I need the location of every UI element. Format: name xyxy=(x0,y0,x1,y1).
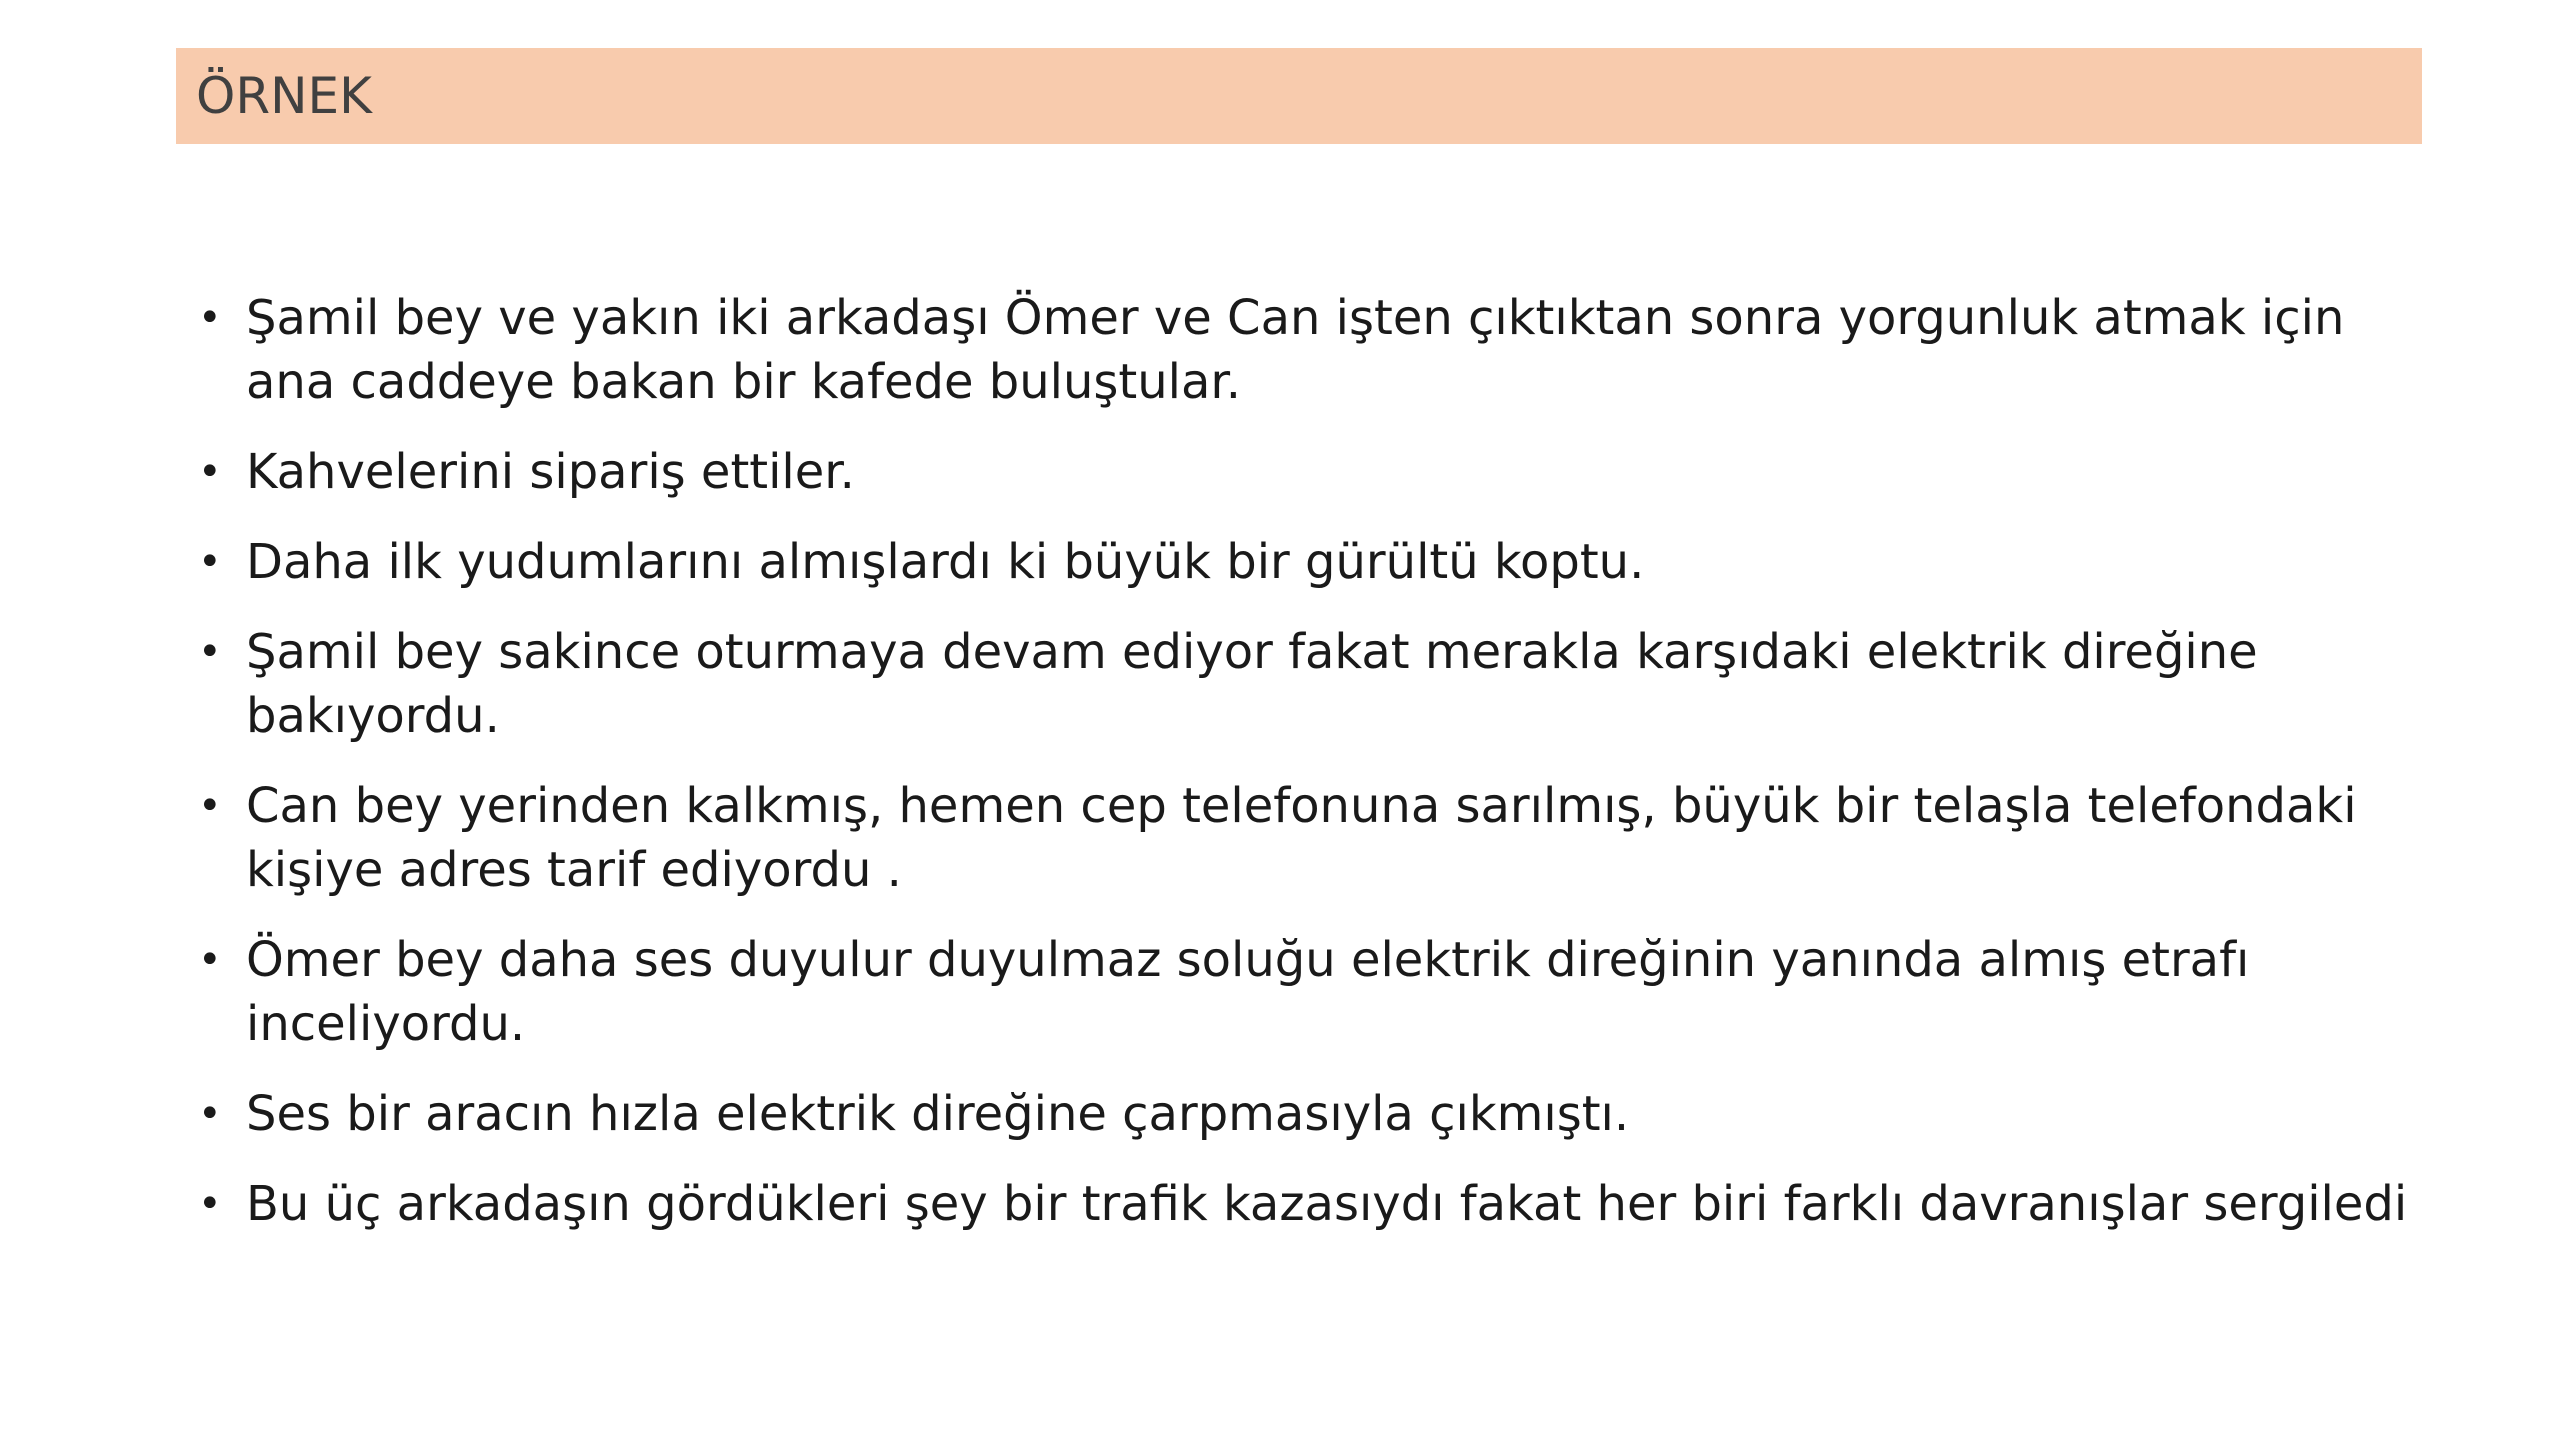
bullet-icon: • xyxy=(198,1181,222,1227)
bullet-text: Kahvelerini sipariş ettiler. xyxy=(246,444,855,500)
bullet-text: Daha ilk yudumlarını almışlardı ki büyük bir gürültü koptu. xyxy=(246,534,1645,590)
bullet-icon: • xyxy=(198,937,222,983)
bullet-item xyxy=(190,530,2430,594)
bullet-icon: • xyxy=(198,783,222,829)
bullet-item xyxy=(190,774,2430,902)
bullet-icon: • xyxy=(198,1091,222,1137)
bullet-item xyxy=(190,928,2430,1056)
bullet-text: Ses bir aracın hızla elektrik direğine çarpmasıyla çıkmıştı. xyxy=(246,1086,1630,1142)
bullet-item xyxy=(190,440,2430,504)
bullet-item xyxy=(190,1082,2430,1146)
bullet-item xyxy=(190,620,2430,748)
bullet-text: Can bey yerinden kalkmış, hemen cep telefonuna sarılmış, büyük bir telaşla telefondaki kişiye adres tarif ediyordu . xyxy=(246,778,2357,898)
bullet-icon: • xyxy=(198,539,222,585)
bullet-item xyxy=(190,286,2430,414)
bullet-text: Ömer bey daha ses duyulur duyulmaz soluğu elektrik direğinin yanında almış etrafı inceliyordu. xyxy=(246,932,2250,1052)
bullet-icon: • xyxy=(198,295,222,341)
title-bar xyxy=(176,48,2422,144)
slide-title: ÖRNEK xyxy=(196,67,372,125)
bullet-icon: • xyxy=(198,449,222,495)
bullet-icon: • xyxy=(198,629,222,675)
bullet-text: Şamil bey sakince oturmaya devam ediyor fakat merakla karşıdaki elektrik direğine bakıyordu. xyxy=(246,624,2258,744)
bullet-item xyxy=(190,1172,2430,1236)
bullet-list xyxy=(190,286,2430,1262)
bullet-text: Şamil bey ve yakın iki arkadaşı Ömer ve Can işten çıktıktan sonra yorgunluk atmak için ana caddeye bakan bir kafede buluştular. xyxy=(246,290,2345,410)
bullet-text: Bu üç arkadaşın gördükleri şey bir trafik kazasıydı fakat her biri farklı davranışlar sergiledi xyxy=(246,1176,2408,1232)
